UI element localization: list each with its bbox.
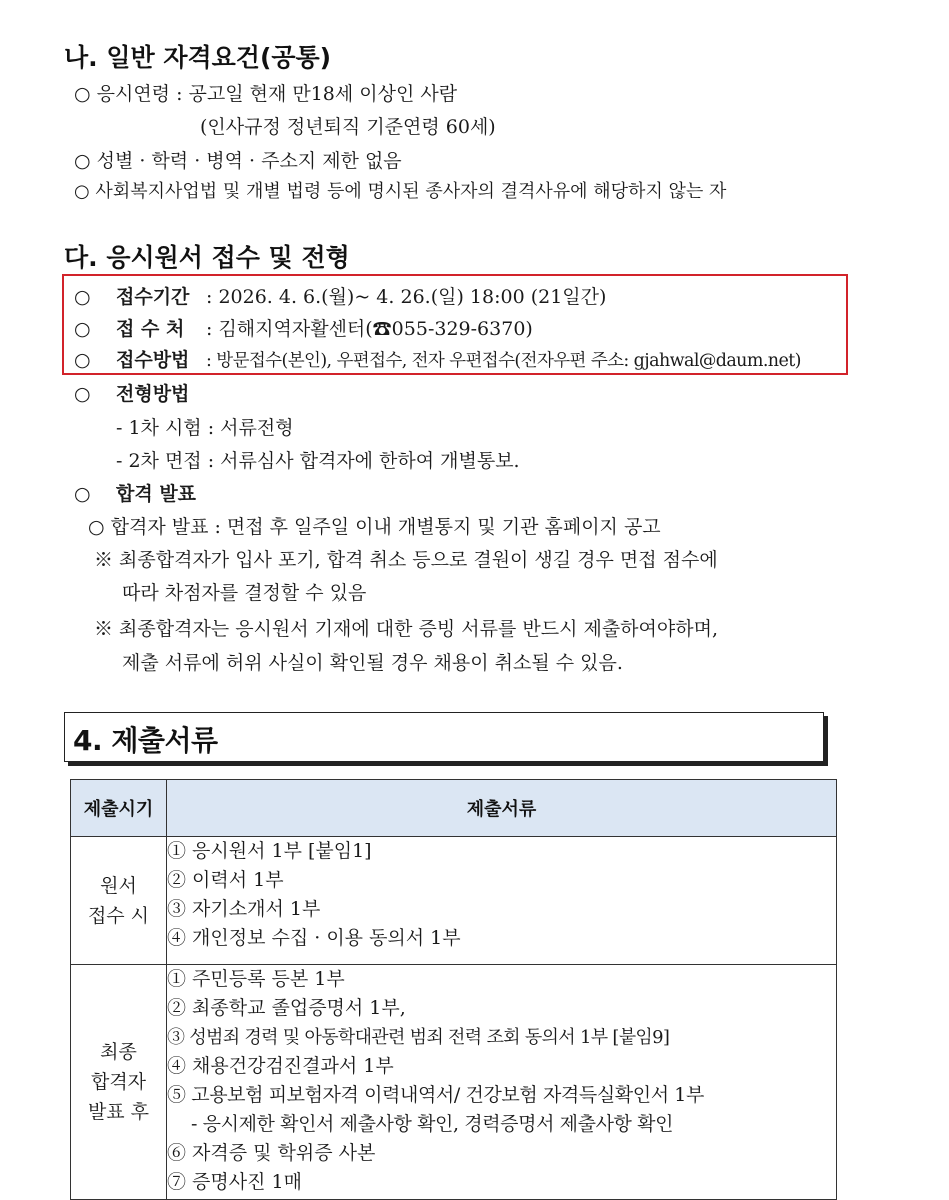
section-4-title: 4. 제출서류 <box>73 724 218 757</box>
place-label: 접 수 처 <box>116 318 185 340</box>
list-item: ① 응시원서 1부 [붙임1] <box>167 840 372 862</box>
when-text: 접수 시 <box>87 904 150 927</box>
list-item: ② 최종학교 졸업증명서 1부, <box>167 997 406 1019</box>
screening-bullet: ○ <box>74 383 91 405</box>
header-when: 제출시기 <box>71 780 167 837</box>
when-text: 원서 <box>100 874 137 897</box>
result-note1-line2: 따라 차점자를 결정할 수 있음 <box>122 582 367 604</box>
place-bullet: ○ <box>74 318 91 340</box>
documents-table <box>70 779 837 1200</box>
list-item: ⑤ 고용보험 피보험자격 이력내역서/ 건강보험 자격득실확인서 1부 <box>167 1084 704 1106</box>
result-note2-line1: ※ 최종합격자는 응시원서 기재에 대한 증빙 서류를 반드시 제출하여야하며, <box>94 618 718 640</box>
docs-cell-application <box>167 837 837 965</box>
list-item: ② 이력서 1부 <box>167 869 284 891</box>
result-label: 합격 발표 <box>116 483 197 505</box>
list-item: ④ 개인정보 수집 · 이용 동의서 1부 <box>167 927 461 949</box>
screening-step2: - 2차 면접 : 서류심사 합격자에 한하여 개별통보. <box>116 450 520 472</box>
when-cell-final <box>71 965 167 1200</box>
screening-row <box>74 379 189 406</box>
screening-label: 전형방법 <box>116 383 190 405</box>
period-value: : 2026. 4. 6.(월)~ 4. 26.(일) 18:00 (21일간) <box>206 286 607 308</box>
method-bullet: ○ <box>74 349 91 371</box>
documents-table-header <box>71 780 837 837</box>
period-bullet: ○ <box>74 286 91 308</box>
list-item: ① 주민등록 등본 1부 <box>167 968 345 990</box>
result-bullet: ○ <box>74 483 91 505</box>
when-text: 최종 <box>100 1041 137 1063</box>
disqualification-requirement: ○ 사회복지사업법 및 개별 법령 등에 명시된 종사자의 결격사유에 해당하지 않는 자 <box>74 181 727 202</box>
method-label: 접수방법 <box>116 349 190 371</box>
result-note1-line1: ※ 최종합격자가 입사 포기, 합격 취소 등으로 결원이 생길 경우 면접 점수에 <box>94 549 718 571</box>
place-row <box>74 314 533 341</box>
screening-step1: - 1차 시험 : 서류전형 <box>116 417 294 439</box>
no-limit-requirement: ○ 성별 · 학력 · 병역 · 주소지 제한 없음 <box>74 150 402 172</box>
method-row <box>74 345 801 372</box>
when-text: 발표 후 <box>87 1101 150 1123</box>
list-item: ③ 자기소개서 1부 <box>167 898 321 920</box>
method-value: : 방문접수(본인), 우편접수, 전자 우편접수(전자우편 주소: gjahwal@daum.net) <box>206 351 801 371</box>
docs-cell-final <box>167 965 837 1200</box>
when-text: 합격자 <box>90 1071 147 1093</box>
result-announce: ○ 합격자 발표 : 면접 후 일주일 이내 개별통지 및 기관 홈페이지 공고 <box>88 516 661 538</box>
list-item: ⑥ 자격증 및 학위증 사본 <box>167 1142 376 1164</box>
table-row <box>71 965 837 1200</box>
place-value: : 김해지역자활센터(☎055-329-6370) <box>206 318 533 340</box>
age-requirement: ○ 응시연령 : 공고일 현재 만18세 이상인 사람 <box>74 83 458 105</box>
table-row <box>71 837 837 965</box>
list-item: - 응시제한 확인서 제출사항 확인, 경력증명서 제출사항 확인 <box>191 1113 674 1135</box>
section-na-heading: 나. 일반 자격요건(공통) <box>64 43 332 72</box>
list-item: ④ 채용건강검진결과서 1부 <box>167 1055 394 1077</box>
result-note2-line2: 제출 서류에 허위 사실이 확인될 경우 채용이 취소될 수 있음. <box>122 652 623 674</box>
when-cell-application <box>71 837 167 965</box>
section-4-title-box <box>64 712 824 762</box>
period-label: 접수기간 <box>116 286 190 308</box>
period-row <box>74 282 606 309</box>
result-row <box>74 479 196 506</box>
section-da-heading: 다. 응시원서 접수 및 전형 <box>64 243 350 272</box>
header-docs: 제출서류 <box>167 780 837 837</box>
age-requirement-note: (인사규정 정년퇴직 기준연령 60세) <box>200 116 496 138</box>
list-item: ⑦ 증명사진 1매 <box>167 1171 302 1193</box>
list-item: ③ 성범죄 경력 및 아동학대관련 범죄 전력 조회 동의서 1부 [붙임9] <box>167 1027 670 1048</box>
